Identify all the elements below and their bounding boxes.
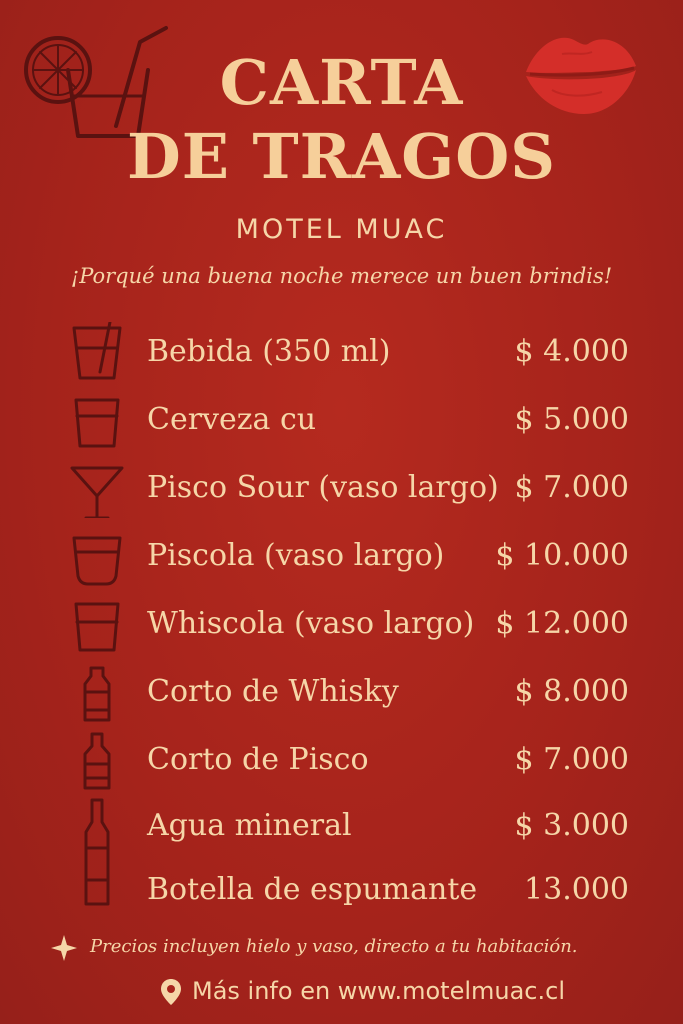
tall-bottle-icon [62,796,132,908]
menu-item-price: $ 7.000 [514,470,629,505]
menu-item [0,390,683,450]
tagline: ¡Porqué una buena noche merece un buen brindis! [70,264,613,288]
menu-item-name: Botella de espumante [147,872,478,907]
rocks-glass-icon [62,526,132,586]
menu-item-price: $ 10.000 [495,538,629,573]
small-bottle-icon [62,730,132,790]
tumbler-icon [62,594,132,654]
menu-item [0,322,683,382]
small-bottle-icon [62,662,132,722]
menu-item-name: Agua mineral [147,808,352,843]
menu-item-name: Whiscola (vaso largo) [147,606,475,641]
footnote-text: Precios incluyen hielo y vaso, directo a tu habitación. [90,936,578,957]
martini-glass-icon [62,458,132,518]
menu-item-name: Piscola (vaso largo) [147,538,445,573]
menu-item [0,526,683,586]
menu-item-price: $ 5.000 [514,402,629,437]
menu-item-price: 13.000 [524,872,629,907]
title-line-2: DE TRAGOS [126,120,557,193]
menu-item [0,594,683,654]
menu-item-name: Cerveza cu [147,402,317,437]
menu-item-price: $ 4.000 [514,334,629,369]
menu-item [0,730,683,790]
menu-item [0,458,683,518]
menu-item-name: Pisco Sour (vaso largo) [147,470,499,505]
menu-item-price: $ 3.000 [514,808,629,843]
website-link[interactable] [160,975,580,1011]
title-line-1: CARTA [219,46,464,119]
website-text[interactable]: Más info en www.motelmuac.cl [192,977,565,1005]
menu-item [0,662,683,722]
tumbler-icon [62,390,132,450]
menu-item-price: $ 8.000 [514,674,629,709]
menu-item-price: $ 7.000 [514,742,629,777]
subtitle: MOTEL MUAC [235,214,448,245]
menu-item-name: Corto de Pisco [147,742,369,777]
glass-with-straw-icon [62,322,132,382]
menu-item-name: Bebida (350 ml) [147,334,391,369]
menu-item-price: $ 12.000 [495,606,629,641]
menu-item-name: Corto de Whisky [147,674,399,709]
location-pin-icon [160,978,182,1006]
sparkle-icon [50,934,78,962]
